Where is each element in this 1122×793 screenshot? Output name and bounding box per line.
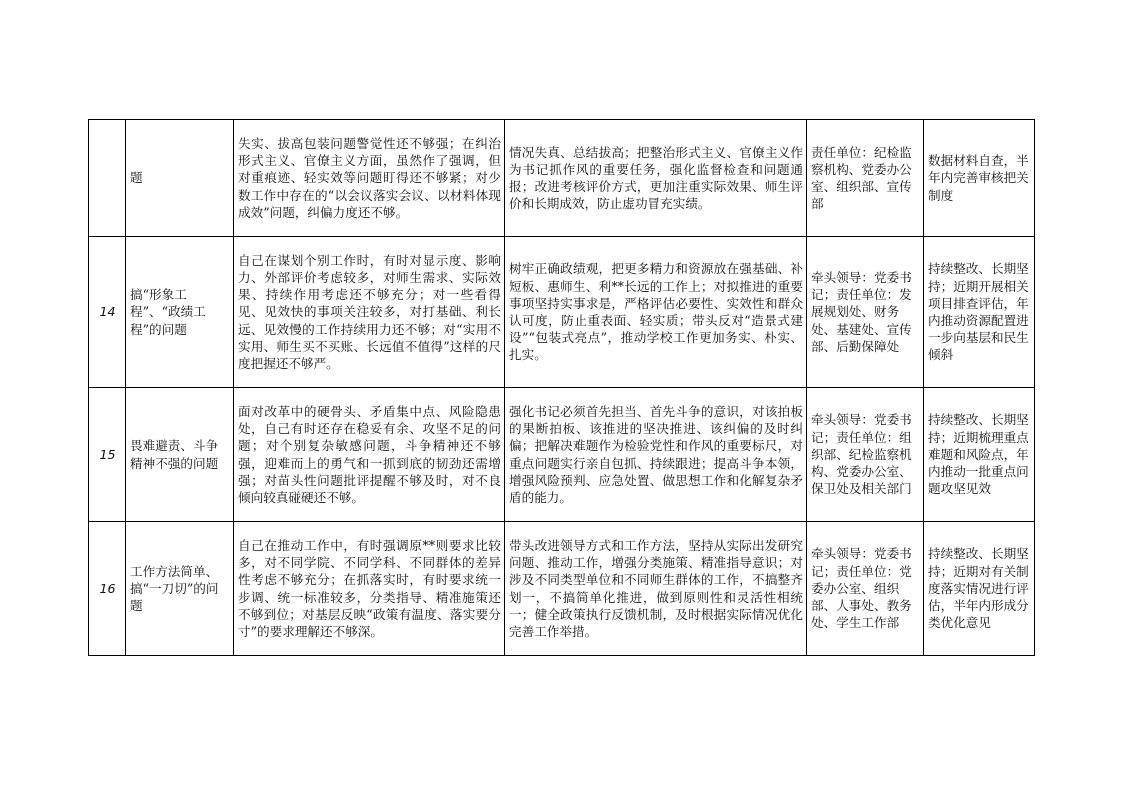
timeline-cell: 持续整改、长期坚持；近期对有关制度落实情况进行评估，半年内形成分类优化意见 xyxy=(924,522,1035,656)
row-number: 16 xyxy=(89,522,126,656)
problem-cell: 搞“形象工程”、“政绩工程”的问题 xyxy=(126,237,234,388)
manifestation-cell: 自己在推动工作中，有时强调原**则要求比较多，对不同学院、不同学科、不同群体的差异性考虑不够充分；在抓落实时，有时要求统一步调、统一标准较多，分类指导、精准施策还不够到位；对基层反映“政策有温度、落实要分寸”的要求理解还不够深。 xyxy=(234,522,505,656)
responsible-cell: 责任单位：纪检监察机构、党委办公室、组织部、宣传部 xyxy=(807,120,924,237)
row-number: 14 xyxy=(89,237,126,388)
manifestation-cell: 失实、拔高包装问题警觉性还不够强；在纠治形式主义、官僚主义方面，虽然作了强调，但对重痕迹、轻实效等问题盯得还不够紧；对少数工作中存在的“以会议落实会议、以材料体现成效”问题，纠偏力度还不够。 xyxy=(234,120,505,237)
measures-cell: 树牢正确政绩观，把更多精力和资源放在强基础、补短板、惠师生、利**长远的工作上；对拟推进的重要事项坚持实事求是，严格评估必要性、实效性和群众认可度，防止重表面、轻实质；带头反对“造景式建设”“包装式亮点”，推动学校工作更加务实、朴实、扎实。 xyxy=(505,237,807,388)
measures-cell: 情况失真、总结拔高；把整治形式主义、官僚主义作为书记抓作风的重要任务，强化监督检查和问题通报；改进考核评价方式，更加注重实际效果、师生评价和长期成效，防止虚功冒充实绩。 xyxy=(505,120,807,237)
responsible-cell: 牵头领导：党委书记；责任单位：党委办公室、组织部、人事处、教务处、学生工作部 xyxy=(807,522,924,656)
timeline-cell: 持续整改、长期坚持；近期梳理重点难题和风险点，年内推动一批重点问题攻坚见效 xyxy=(924,388,1035,522)
table-row xyxy=(89,522,1035,656)
problem-cell: 畏难避责、斗争精神不强的问题 xyxy=(126,388,234,522)
responsible-cell: 牵头领导：党委书记；责任单位：组织部、纪检监察机构、党委办公室、保卫处及相关部门 xyxy=(807,388,924,522)
manifestation-cell: 面对改革中的硬骨头、矛盾集中点、风险隐患处，自己有时还存在稳妥有余、攻坚不足的问题；对个别复杂敏感问题，斗争精神还不够强，迎难而上的勇气和一抓到底的韧劲还需增强；对苗头性问题批评提醒不够及时，对不良倾向较真碰硬还不够。 xyxy=(234,388,505,522)
table-row xyxy=(89,237,1035,388)
row-number xyxy=(89,120,126,237)
manifestation-cell: 自己在谋划个别工作时，有时对显示度、影响力、外部评价考虑较多，对师生需求、实际效果、持续作用考虑还不够充分；对一些看得见、见效快的事项关注较多，对打基础、利长远、见效慢的工作持续用力还不够；对“实用不实用、师生买不买账、长远值不值得”这样的尺度把握还不够严。 xyxy=(234,237,505,388)
responsible-cell: 牵头领导：党委书记；责任单位：发展规划处、财务处、基建处、宣传部、后勤保障处 xyxy=(807,237,924,388)
measures-cell: 强化书记必须首先担当、首先斗争的意识，对该拍板的果断拍板、该推进的坚决推进、该纠偏的及时纠偏；把解决难题作为检验党性和作风的重要标尺，对重点问题实行亲自包抓、持续跟进；提高斗争本领，增强风险预判、应急处置、做思想工作和化解复杂矛盾的能力。 xyxy=(505,388,807,522)
problem-cell: 题 xyxy=(126,120,234,237)
table-row xyxy=(89,120,1035,237)
problem-cell: 工作方法简单、搞“一刀切”的问题 xyxy=(126,522,234,656)
table-row xyxy=(89,388,1035,522)
row-number: 15 xyxy=(89,388,126,522)
rectification-table xyxy=(88,119,1035,656)
timeline-cell: 数据材料自查，半年内完善审核把关制度 xyxy=(924,120,1035,237)
timeline-cell: 持续整改、长期坚持；近期开展相关项目排查评估，年内推动资源配置进一步向基层和民生倾斜 xyxy=(924,237,1035,388)
measures-cell: 带头改进领导方式和工作方法，坚持从实际出发研究问题、推动工作，增强分类施策、精准指导意识；对涉及不同类型单位和不同师生群体的工作，不搞整齐划一，不搞简单化推进，做到原则性和灵活性相统一；健全政策执行反馈机制，及时根据实际情况优化完善工作举措。 xyxy=(505,522,807,656)
